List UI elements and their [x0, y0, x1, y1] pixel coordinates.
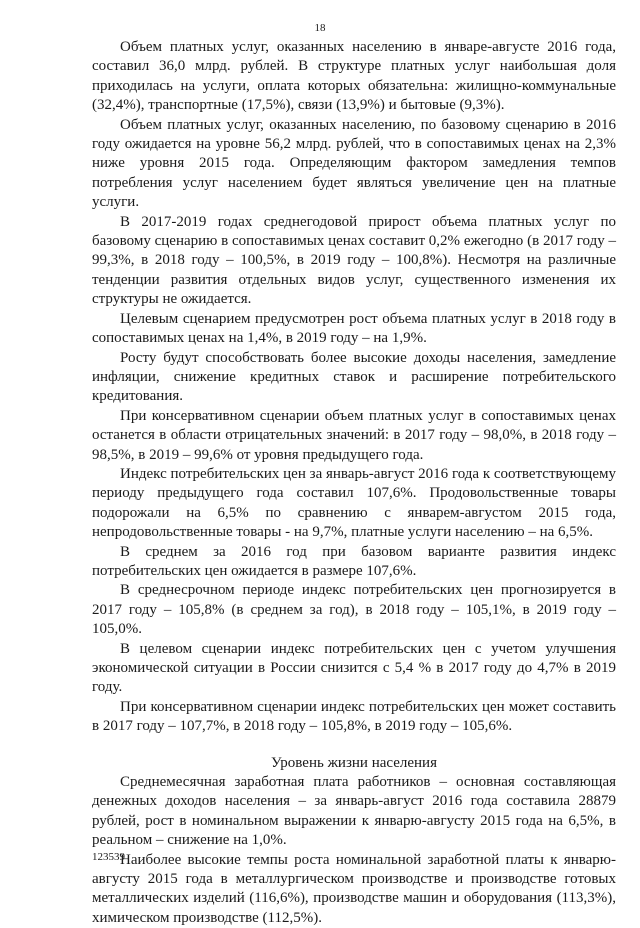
paragraph: Целевым сценарием предусмотрен рост объема платных услуг в 2018 году в сопоставимых ценах на 1,4%, в 2019 году – на 1,9%. [92, 310, 616, 347]
paragraph: В целевом сценарии индекс потребительских цен с учетом улучшения экономической ситуации в России снизится с 5,4 % в 2017 году до 4,7% в 2019 году. [92, 640, 616, 696]
document-code: 123539 [92, 851, 125, 863]
paragraph: В 2017-2019 годах среднегодовой прирост объема платных услуг по базовому сценарию в сопоставимых ценах составит 0,2% ежегодно (в 2017 году – 99,3%, в 2018 году – 100,5%, в 2019 году – 100,8%). Несмотря на различные тенденции развития отдельных видов услуг, существенного изменения их структуры не ожидается. [92, 213, 616, 308]
paragraph: Объем платных услуг, оказанных населению в январе-августе 2016 года, составил 36,0 млрд. рублей. В структуре платных услуг наибольшая доля приходилась на услуги, оплата которых обязательна: жилищно-коммунальные (32,4%), транспортные (17,5%), связи (13,9%) и бытовые (9,3%). [92, 39, 616, 114]
paragraph: При консервативном сценарии индекс потребительских цен может составить в 2017 году – 107,7%, в 2018 году – 105,8%, в 2019 году – 105,6%. [92, 698, 616, 735]
paragraph: При консервативном сценарии объем платных услуг в сопоставимых ценах останется в области отрицательных значений: в 2017 году – 98,0%, в 2018 году – 98,5%, в 2019 – 99,6% от уровня предыдущего года. [92, 407, 616, 463]
paragraph: В среднем за 2016 год при базовом варианте развития индекс потребительских цен ожидается в размере 107,6%. [92, 543, 616, 579]
page-number: 18 [314, 22, 326, 34]
paragraph: Росту будут способствовать более высокие доходы населения, замедление инфляции, снижение кредитных ставок и расширение потребительского кредитования. [92, 349, 616, 405]
paragraph: В среднесрочном периоде индекс потребительских цен прогнозируется в 2017 году – 105,8% (в среднем за год), в 2018 году – 105,1%, в 2019 году – 105,0%. [92, 582, 616, 638]
paragraph: Среднемесячная заработная плата работников – основная составляющая денежных доходов населения – за январь-август 2016 года составила 28879 рублей, рост в номинальном выражении к январю-августу 2015 года на 6,5%, в реальном – снижение на 1,0%. [92, 774, 616, 849]
section-heading: Уровень жизни населения [271, 754, 437, 771]
paragraph: Объем платных услуг, оказанных населению, по базовому сценарию в 2016 году ожидается на уровне 56,2 млрд. рублей, что в сопоставимых ценах на 2,3% ниже уровня 2015 года. Определяющим фактором замедления темпов потребления услуг населением будет являться увеличение цен на платные услуги. [92, 116, 616, 211]
document-body [92, 38, 616, 928]
paragraph: Наиболее высокие темпы роста номинальной заработной платы к январю-августу 2015 года в металлургическом производстве и производстве готовых металлических изделий (116,6%), производстве машин и оборудования (113,3%), химическом производстве (112,5%). [92, 851, 616, 926]
paragraph: Индекс потребительских цен за январь-август 2016 года к соответствующему периоду предыдущего года составил 107,6%. Продовольственные товары подорожали на 6,5% по сравнению с январем-августом 2015 года, непродовольственные товары - на 9,7%, платные услуги населению – на 6,5%. [92, 465, 616, 541]
